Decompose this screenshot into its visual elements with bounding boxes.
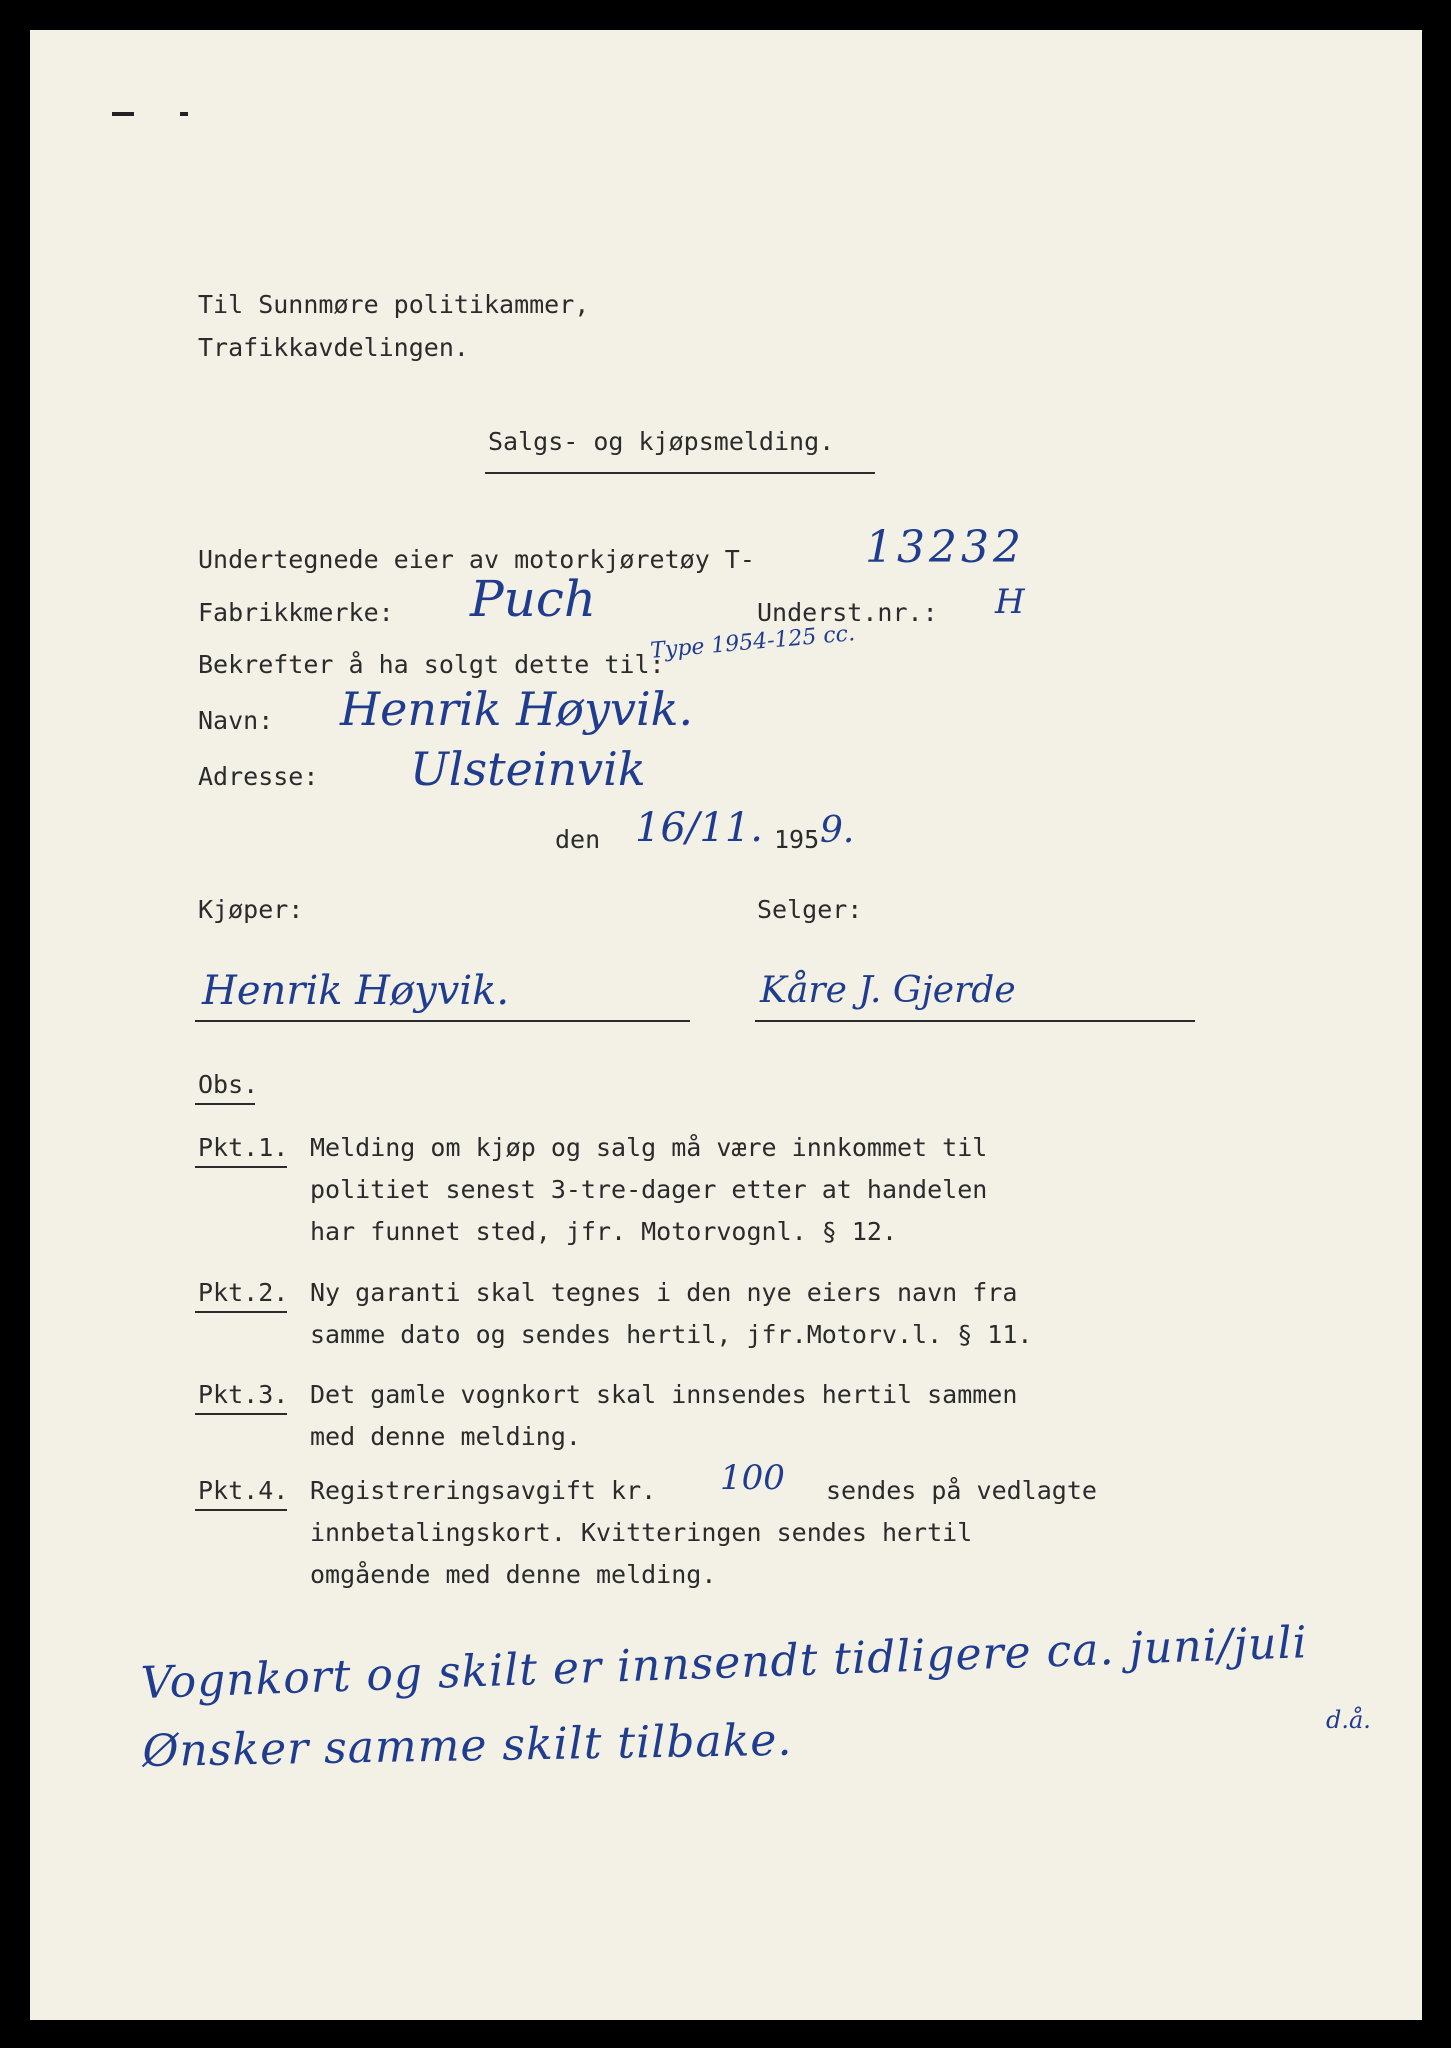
pkt4-suffix: sendes på vedlagte <box>826 1476 1097 1505</box>
addressee-line-2: Trafikkavdelingen. <box>198 333 469 362</box>
chassis-label: Underst.nr.: <box>757 598 938 627</box>
buyer-signature: Henrik Høyvik. <box>202 968 510 1014</box>
pkt3-underline <box>195 1413 287 1415</box>
name-label: Navn: <box>198 706 274 735</box>
pkt1-line-3: har funnet sted, jfr. Motorvognl. § 12. <box>310 1217 897 1246</box>
vehicle-number: 13232 <box>865 522 1025 573</box>
buyer-signature-line <box>195 1020 690 1022</box>
year-printed: 195 <box>774 825 820 854</box>
pkt2-line-2: samme dato og sendes hertil, jfr.Motorv.l. § 11. <box>310 1320 1033 1349</box>
title-underline <box>485 472 875 474</box>
pkt2-line-1: Ny garanti skal tegnes i den nye eiers navn fra <box>310 1278 1018 1307</box>
buyer-label: Kjøper: <box>198 895 304 924</box>
pkt1-underline <box>195 1166 287 1168</box>
pkt3-line-1: Det gamle vognkort skal innsendes hertil sammen <box>310 1380 1018 1409</box>
pkt4-prefix: Registreringsavgift kr. <box>310 1476 657 1505</box>
owner-label: Undertegnede eier av motorkjøretøy T- <box>198 545 755 574</box>
corner-mark <box>112 112 134 116</box>
address-label: Adresse: <box>198 762 319 791</box>
pkt4-amount: 100 <box>720 1458 785 1498</box>
pkt1-label: Pkt.1. <box>198 1133 289 1162</box>
note-line-2: Ønsker samme skilt tilbake. <box>142 1714 793 1777</box>
obs-heading: Obs. <box>198 1070 259 1099</box>
obs-underline <box>195 1103 255 1105</box>
year-handwritten: 9. <box>820 810 855 851</box>
date-value: 16/11. <box>635 805 763 851</box>
pkt4-underline <box>195 1509 287 1511</box>
date-prefix: den <box>555 825 601 854</box>
chassis-value: H <box>995 582 1025 622</box>
seller-signature: Kåre J. Gjerde <box>760 970 1016 1011</box>
addressee-line-1: Til Sunnmøre politikammer, <box>198 290 590 319</box>
document-page <box>30 30 1422 2020</box>
address-value: Ulsteinvik <box>410 742 646 796</box>
make-label: Fabrikkmerke: <box>198 598 394 627</box>
seller-signature-line <box>755 1020 1195 1022</box>
make-value: Puch <box>470 570 597 628</box>
type-value: Type 1954-125 cc. <box>649 621 856 664</box>
seller-label: Selger: <box>757 895 863 924</box>
corner-mark-2 <box>180 112 188 116</box>
name-value: Henrik Høyvik. <box>340 682 694 736</box>
pkt3-line-2: med denne melding. <box>310 1422 581 1451</box>
pkt4-line-3: omgående med denne melding. <box>310 1560 717 1589</box>
pkt4-label: Pkt.4. <box>198 1476 289 1505</box>
document-title: Salgs- og kjøpsmelding. <box>488 427 835 456</box>
pkt2-label: Pkt.2. <box>198 1278 289 1307</box>
pkt1-line-1: Melding om kjøp og salg må være innkommet til <box>310 1133 988 1162</box>
pkt2-underline <box>195 1311 287 1313</box>
note-line-1: Vognkort og skilt er innsendt tidligere ca. juni/juli <box>140 1617 1309 1709</box>
pkt3-label: Pkt.3. <box>198 1380 289 1409</box>
pkt1-line-2: politiet senest 3-tre-dager etter at handelen <box>310 1175 988 1204</box>
confirm-label: Bekrefter å ha solgt dette til: <box>198 650 665 679</box>
note-line-1-suffix: d.å. <box>1326 1706 1371 1734</box>
pkt4-line-2: innbetalingskort. Kvitteringen sendes hertil <box>310 1518 973 1547</box>
